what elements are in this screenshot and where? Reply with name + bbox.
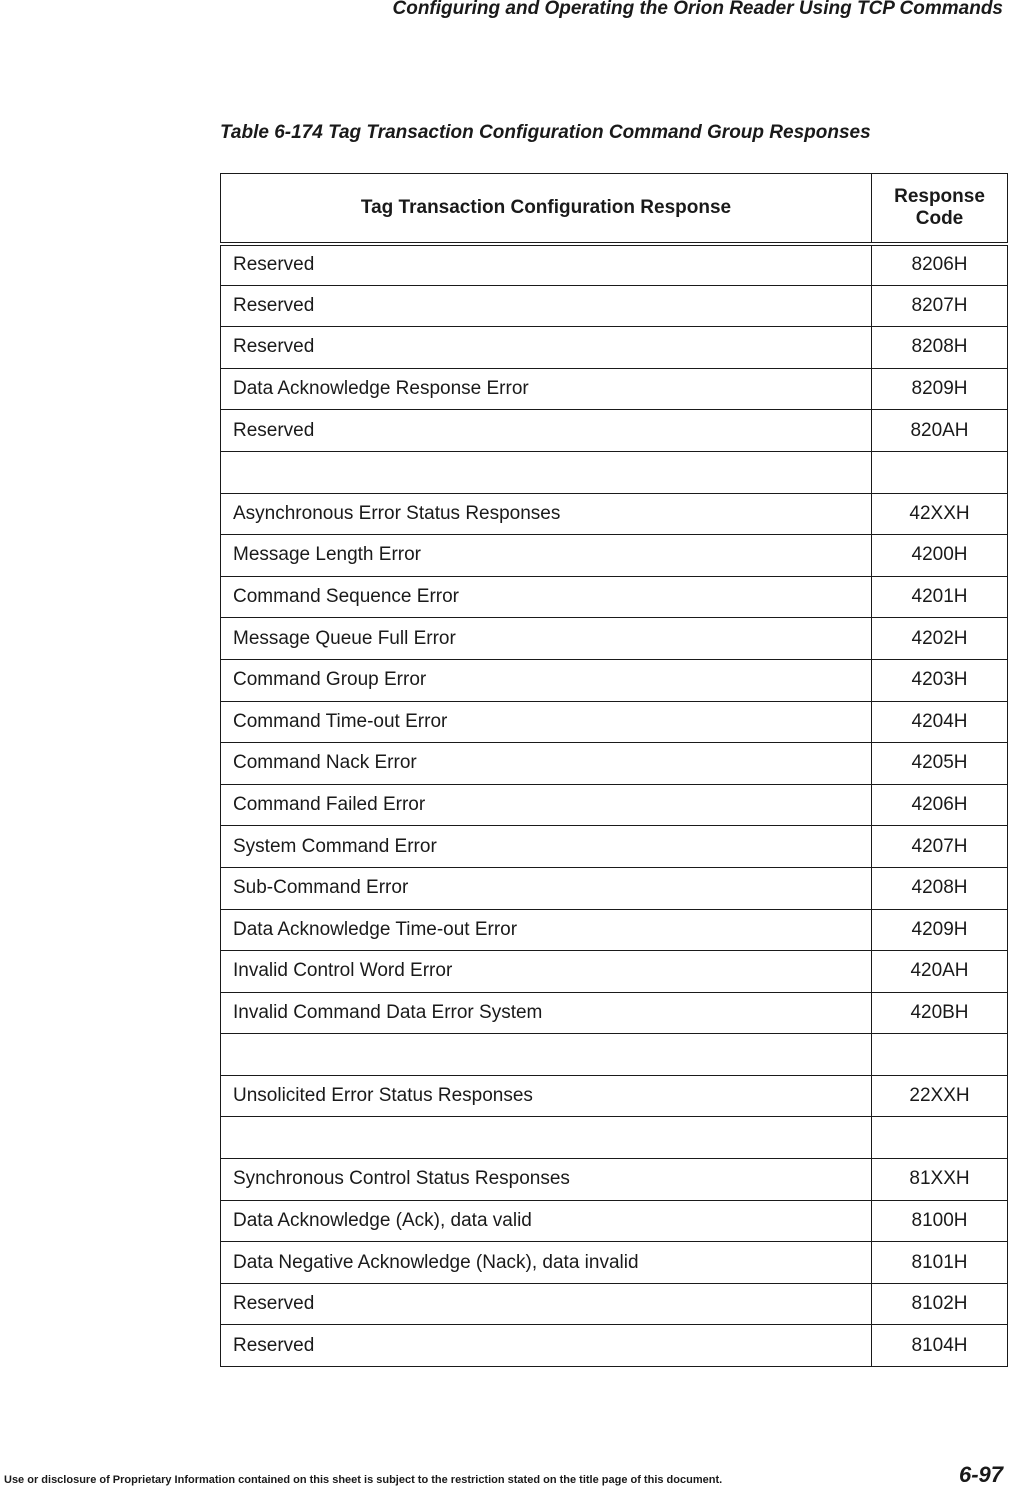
response-cell [221, 1117, 872, 1159]
response-code-cell: 8102H [872, 1283, 1008, 1325]
table-row [221, 743, 1008, 785]
response-cell: Synchronous Control Status Responses [221, 1159, 872, 1201]
table-row [221, 1117, 1008, 1159]
response-table-container [220, 173, 1007, 1367]
table-row [221, 1200, 1008, 1242]
response-cell: Data Acknowledge (Ack), data valid [221, 1200, 872, 1242]
table-row [221, 1034, 1008, 1076]
table-body [221, 244, 1008, 1367]
response-code-cell: 420AH [872, 951, 1008, 993]
table-header-row [221, 174, 1008, 244]
response-code-cell: 8101H [872, 1242, 1008, 1284]
table-row [221, 451, 1008, 493]
table-row [221, 535, 1008, 577]
column-header-code: Response Code [872, 174, 1008, 244]
response-cell: Command Time-out Error [221, 701, 872, 743]
table-row [221, 576, 1008, 618]
table-row [221, 244, 1008, 286]
response-code-cell: 22XXH [872, 1075, 1008, 1117]
table-row [221, 493, 1008, 535]
table-row [221, 784, 1008, 826]
response-cell: Reserved [221, 244, 872, 286]
response-code-cell: 81XXH [872, 1159, 1008, 1201]
response-code-cell: 4209H [872, 909, 1008, 951]
table-row [221, 1242, 1008, 1284]
response-cell: Message Length Error [221, 535, 872, 577]
response-cell [221, 451, 872, 493]
response-cell: Reserved [221, 285, 872, 327]
response-cell: Data Acknowledge Time-out Error [221, 909, 872, 951]
response-code-cell: 4200H [872, 535, 1008, 577]
table-row [221, 951, 1008, 993]
table-row [221, 826, 1008, 868]
response-cell: Reserved [221, 1325, 872, 1367]
table-row [221, 1283, 1008, 1325]
response-cell: Command Nack Error [221, 743, 872, 785]
response-code-cell: 420BH [872, 992, 1008, 1034]
table-row [221, 285, 1008, 327]
response-code-cell: 8207H [872, 285, 1008, 327]
response-code-table [220, 173, 1008, 1367]
response-cell: Sub-Command Error [221, 867, 872, 909]
response-code-cell: 4206H [872, 784, 1008, 826]
response-code-cell: 4208H [872, 867, 1008, 909]
table-row [221, 327, 1008, 369]
response-cell: Message Queue Full Error [221, 618, 872, 660]
response-code-cell: 820AH [872, 410, 1008, 452]
response-code-cell: 8208H [872, 327, 1008, 369]
table-row [221, 618, 1008, 660]
response-code-cell [872, 1034, 1008, 1076]
response-code-cell: 8100H [872, 1200, 1008, 1242]
page-number: 6-97 [958, 1462, 1003, 1487]
response-cell: Invalid Command Data Error System [221, 992, 872, 1034]
response-cell: Data Acknowledge Response Error [221, 368, 872, 410]
response-code-cell: 4205H [872, 743, 1008, 785]
response-code-cell: 4204H [872, 701, 1008, 743]
response-cell: Reserved [221, 327, 872, 369]
response-code-cell: 4207H [872, 826, 1008, 868]
table-row [221, 867, 1008, 909]
response-cell: Command Group Error [221, 659, 872, 701]
response-cell [221, 1034, 872, 1076]
response-cell: Command Sequence Error [221, 576, 872, 618]
response-code-cell: 8104H [872, 1325, 1008, 1367]
response-code-cell: 4203H [872, 659, 1008, 701]
response-code-cell: 4201H [872, 576, 1008, 618]
response-cell: Command Failed Error [221, 784, 872, 826]
response-cell: Reserved [221, 1283, 872, 1325]
response-cell: Invalid Control Word Error [221, 951, 872, 993]
response-code-cell: 4202H [872, 618, 1008, 660]
table-row [221, 1075, 1008, 1117]
table-row [221, 992, 1008, 1034]
running-header: Configuring and Operating the Orion Reader Using TCP Commands [392, 0, 1003, 19]
table-caption: Table 6-174 Tag Transaction Configuration Command Group Responses [220, 122, 871, 143]
table-row [221, 410, 1008, 452]
table-row [221, 1159, 1008, 1201]
response-cell: Reserved [221, 410, 872, 452]
response-code-cell [872, 451, 1008, 493]
response-cell: System Command Error [221, 826, 872, 868]
table-row [221, 1325, 1008, 1367]
response-code-cell: 42XXH [872, 493, 1008, 535]
column-header-response: Tag Transaction Configuration Response [221, 174, 872, 244]
proprietary-notice: Use or disclosure of Proprietary Information contained on this sheet is subject to the restriction stated on the title page of this document. [4, 1474, 723, 1486]
response-cell: Asynchronous Error Status Responses [221, 493, 872, 535]
response-code-cell: 8209H [872, 368, 1008, 410]
response-code-cell [872, 1117, 1008, 1159]
table-row [221, 368, 1008, 410]
table-row [221, 659, 1008, 701]
table-row [221, 909, 1008, 951]
table-row [221, 701, 1008, 743]
response-cell: Unsolicited Error Status Responses [221, 1075, 872, 1117]
response-cell: Data Negative Acknowledge (Nack), data invalid [221, 1242, 872, 1284]
response-code-cell: 8206H [872, 244, 1008, 286]
